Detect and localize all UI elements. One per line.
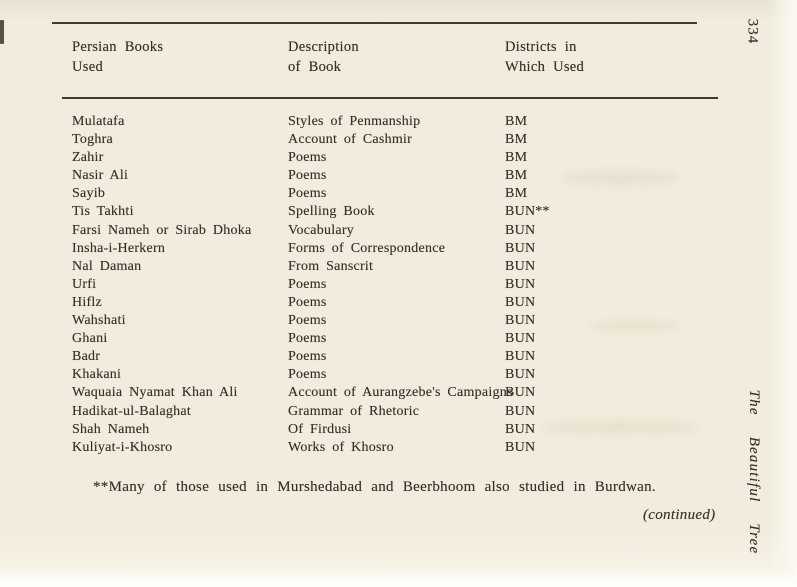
header-districts bbox=[505, 37, 732, 77]
cell-book: Insha-i-Herkern bbox=[72, 240, 166, 256]
cell-description: Poems bbox=[288, 313, 327, 329]
cell-district: BUN bbox=[505, 349, 536, 365]
cell-book: Nasir Ali bbox=[72, 168, 129, 184]
table-row bbox=[72, 422, 752, 440]
cell-book: Kuliyat-i-Khosro bbox=[72, 439, 173, 455]
cell-district: BM bbox=[505, 186, 528, 202]
header-line: Which Used bbox=[505, 59, 585, 75]
table-row bbox=[72, 168, 752, 186]
cell-district: BM bbox=[505, 132, 528, 148]
table-top-rule bbox=[52, 22, 697, 24]
cell-book: Hadikat-ul-Balaghat bbox=[72, 403, 192, 419]
table-row bbox=[72, 404, 752, 422]
cell-description: Poems bbox=[288, 150, 327, 166]
cell-description: Forms of Correspondence bbox=[288, 240, 446, 256]
table-row bbox=[72, 331, 752, 349]
cell-description: Poems bbox=[288, 294, 327, 310]
table-row bbox=[72, 385, 752, 403]
scan-artifact-mark bbox=[0, 20, 4, 44]
cell-book: Hiflz bbox=[72, 294, 103, 310]
cell-district: BM bbox=[505, 114, 528, 129]
table-row bbox=[72, 204, 752, 222]
header-line: Used bbox=[72, 59, 103, 75]
cell-district: BUN bbox=[505, 439, 536, 455]
table-row bbox=[72, 150, 752, 168]
cell-description: Of Firdusi bbox=[288, 421, 352, 437]
table-row bbox=[72, 132, 752, 150]
cell-description: Poems bbox=[288, 367, 327, 383]
table-row bbox=[72, 367, 752, 385]
header-line: Description bbox=[288, 39, 359, 55]
cell-description: Account of Cashmir bbox=[288, 132, 413, 148]
table-header-rule bbox=[62, 97, 718, 99]
header-description bbox=[288, 37, 505, 77]
cell-book: Wahshati bbox=[72, 313, 126, 329]
cell-district: BUN bbox=[505, 385, 536, 401]
cell-description: From Sanscrit bbox=[288, 258, 374, 274]
cell-description: Poems bbox=[288, 349, 327, 365]
continued-label: (continued) bbox=[643, 507, 716, 523]
cell-book: Khakani bbox=[72, 367, 122, 383]
page-bottom-edge bbox=[0, 569, 797, 587]
cell-district: BUN bbox=[505, 222, 536, 238]
cell-description: Account of Aurangzebe's Campaigns bbox=[288, 385, 513, 401]
cell-book: Farsi Nameh or Sirab Dhoka bbox=[72, 222, 252, 238]
table-header bbox=[72, 37, 732, 77]
cell-district: BM bbox=[505, 168, 528, 184]
cell-district: BUN bbox=[505, 276, 536, 292]
cell-book: Zahir bbox=[72, 150, 104, 166]
cell-book: Urfi bbox=[72, 276, 97, 292]
cell-book: Nal Daman bbox=[72, 258, 142, 274]
header-line: Persian Books bbox=[72, 39, 164, 55]
cell-district: BUN bbox=[505, 313, 536, 329]
table-row bbox=[72, 114, 752, 132]
cell-district: BUN bbox=[505, 331, 536, 347]
cell-description: Styles of Penmanship bbox=[288, 114, 421, 129]
cell-district: BUN bbox=[505, 403, 536, 419]
cell-description: Poems bbox=[288, 331, 327, 347]
table-row bbox=[72, 349, 752, 367]
cell-district: BUN bbox=[505, 294, 536, 310]
table-row bbox=[72, 440, 752, 458]
footnote: **Many of those used in Murshedabad and Beerbhoom also studied in Burdwan. bbox=[93, 479, 656, 495]
cell-book: Waquaia Nyamat Khan Ali bbox=[72, 385, 238, 401]
cell-book: Tis Takhti bbox=[72, 204, 134, 220]
cell-book: Badr bbox=[72, 349, 101, 365]
cell-description: Spelling Book bbox=[288, 204, 375, 220]
cell-description: Poems bbox=[288, 276, 327, 292]
cell-book: Ghani bbox=[72, 331, 108, 347]
table-row bbox=[72, 277, 752, 295]
table-row bbox=[72, 313, 752, 331]
cell-district: BUN bbox=[505, 258, 536, 274]
cell-district: BUN** bbox=[505, 204, 550, 220]
header-line: of Book bbox=[288, 59, 342, 75]
cell-district: BM bbox=[505, 150, 528, 166]
cell-description: Works of Khosro bbox=[288, 439, 394, 455]
cell-description: Grammar of Rhetoric bbox=[288, 403, 420, 419]
cell-description: Poems bbox=[288, 186, 327, 202]
table-row bbox=[72, 241, 752, 259]
cell-book: Mulatafa bbox=[72, 114, 125, 129]
cell-description: Vocabulary bbox=[288, 222, 354, 238]
cell-book: Sayib bbox=[72, 186, 106, 202]
cell-district: BUN bbox=[505, 421, 536, 437]
table-row bbox=[72, 223, 752, 241]
header-line: Districts in bbox=[505, 39, 577, 55]
table-row bbox=[72, 295, 752, 313]
table-body bbox=[72, 114, 752, 458]
cell-description: Poems bbox=[288, 168, 327, 184]
cell-district: BUN bbox=[505, 367, 536, 383]
header-persian-books bbox=[72, 37, 288, 77]
page-number: 334 bbox=[744, 18, 761, 45]
table-row bbox=[72, 186, 752, 204]
cell-book: Toghra bbox=[72, 132, 113, 148]
running-title: The Beautiful Tree bbox=[746, 389, 762, 555]
cell-book: Shah Nameh bbox=[72, 421, 150, 437]
cell-district: BUN bbox=[505, 240, 536, 256]
table-row bbox=[72, 259, 752, 277]
page-right-edge bbox=[767, 0, 797, 587]
